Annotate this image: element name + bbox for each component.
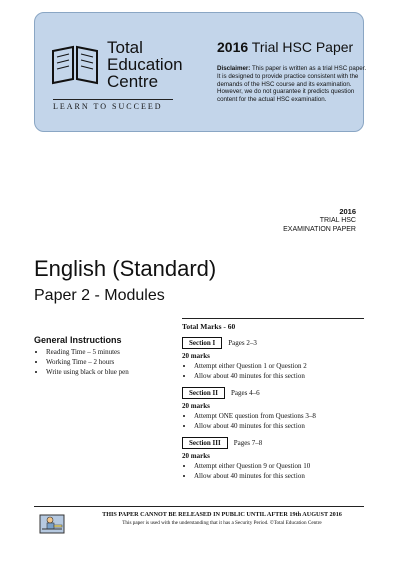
paper-title-text: Trial HSC Paper [251,39,354,55]
general-instructions-heading: General Instructions [34,335,122,345]
section-header [182,337,364,349]
section-label: Section II [182,387,225,399]
section-instruction: • Allow about 40 minutes for this section [194,421,364,431]
section-pages: Pages 2–3 [228,339,257,347]
total-marks: Total Marks - 60 [182,322,236,331]
exam-year: 2016 [339,207,356,216]
paper-name: Paper 2 - Modules [34,287,165,304]
section-pages: Pages 7–8 [233,439,263,447]
footer [34,506,364,535]
instruction-item: • Reading Time – 5 minutes [46,347,179,357]
section-label: Section I [182,337,222,349]
section-block [182,387,364,431]
section-pages: Pages 4–6 [230,389,260,397]
paper-title-year: 2016 [217,39,249,55]
security-notice: THIS PAPER CANNOT BE RELEASED IN PUBLIC UNTIL AFTER 19th AUGUST 2016 [102,511,342,518]
logo-tagline: LEARN TO SUCCEED [53,99,173,111]
section-instruction: • Attempt ONE question from Questions 3–8 [194,411,364,421]
student-desk-icon [38,511,66,535]
section-block [182,437,364,481]
section-instruction: • Attempt either Question 1 or Question 2 [194,361,364,371]
sections-panel [182,322,364,481]
exam-meta-line-1: TRIAL HSC [319,217,356,224]
instruction-item: • Working Time – 2 hours [46,357,179,367]
section-instructions [182,411,364,431]
general-instructions-list [34,347,179,377]
exam-meta [283,207,356,234]
section-instruction: • Allow about 40 minutes for this section [194,471,364,481]
section-marks: 20 marks [182,452,210,460]
exam-meta-line-2: EXAMINATION PAPER [283,226,356,233]
section-instruction: • Allow about 40 minutes for this section [194,371,364,381]
header-banner [34,12,367,132]
logo-line-1: Total [107,38,143,57]
book-logo-icon [51,43,99,85]
paper-title [217,39,353,55]
section-instruction: • Attempt either Question 9 or Question 10 [194,461,364,471]
logo-line-2: Education [107,55,183,74]
subject-title: English (Standard) [34,256,217,281]
instruction-item: • Write using black or blue pen [46,367,179,377]
section-block [182,337,364,381]
logo-wordmark [107,39,183,90]
section-divider [182,318,364,319]
security-note: This paper is used with the understanding that it has a Security Period. ©Total Education Centre [122,520,322,526]
general-instructions [34,335,179,377]
section-marks: 20 marks [182,402,210,410]
section-instructions [182,461,364,481]
section-header [182,437,364,449]
section-instructions [182,361,364,381]
disclaimer-label: Disclaimer: [217,65,251,72]
logo-line-3: Centre [107,72,159,91]
disclaimer-text: This paper is written as a trial HSC paper. It is designed to provide practice consistent with the demands of the HSC course and its examination. However, we do not guarantee it predicts question content for the actual HSC examination. [217,65,367,104]
disclaimer [217,65,369,104]
section-label: Section III [182,437,228,449]
section-header [182,387,364,399]
section-marks: 20 marks [182,352,210,360]
